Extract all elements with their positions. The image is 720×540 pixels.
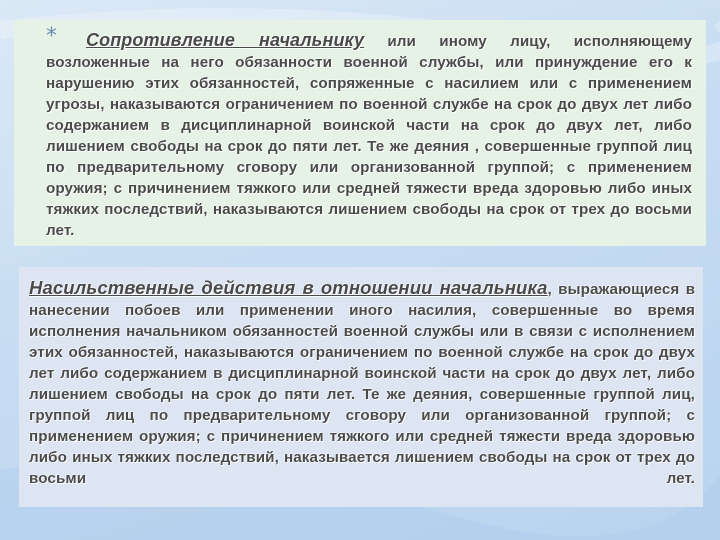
- body-violence: , выражающиеся в нанесении побоев или применении иного насилия, совершенные во время исполнения начальником обязанностей военной службы или в связи с исполнением этих обязанностей, наказываются ограничением по военной службе на срок до двух лет либо содержанием в дисциплинарной воинской части на срок до двух лет, либо лишением свободы на срок до пяти лет. Те же деяния, совершенные группой лиц, группой лиц по предварительному сговору или организованной группой; с применением оружия; с причинением тяжкого или средней тяжести вреда здоровью либо иных тяжких последствий, наказывается лишением свободы на срок от трех до восьми лет.: [29, 281, 696, 487]
- heading-violence: Насильственные действия в отношении начальника: [29, 277, 548, 298]
- paragraph-resistance: [46, 30, 692, 241]
- text-block-violence: [19, 267, 703, 507]
- body-resistance: или иному лицу, исполняющему возложенные на него обязанности военной службы, или принуждение его к нарушению этих обязанностей, сопряженные с насилием или с применением угрозы, наказываются ограничением по военной службе на срок до двух лет либо содержанием в дисциплинарной воинской части на срок до двух лет, либо лишением свободы на срок до пяти лет. Те же деяния , совершенные группой лиц по предварительному сговору или организованной группой; с применением оружия; с причинением тяжкого или средней тяжести вреда здоровью либо иных тяжких последствий, наказываются лишением свободы на срок от трех до восьми лет.: [46, 33, 692, 239]
- heading-resistance: Сопротивление начальнику: [86, 30, 365, 50]
- paragraph-violence: [29, 277, 695, 489]
- text-block-resistance: [14, 20, 706, 246]
- bullet-icon: *: [46, 24, 57, 49]
